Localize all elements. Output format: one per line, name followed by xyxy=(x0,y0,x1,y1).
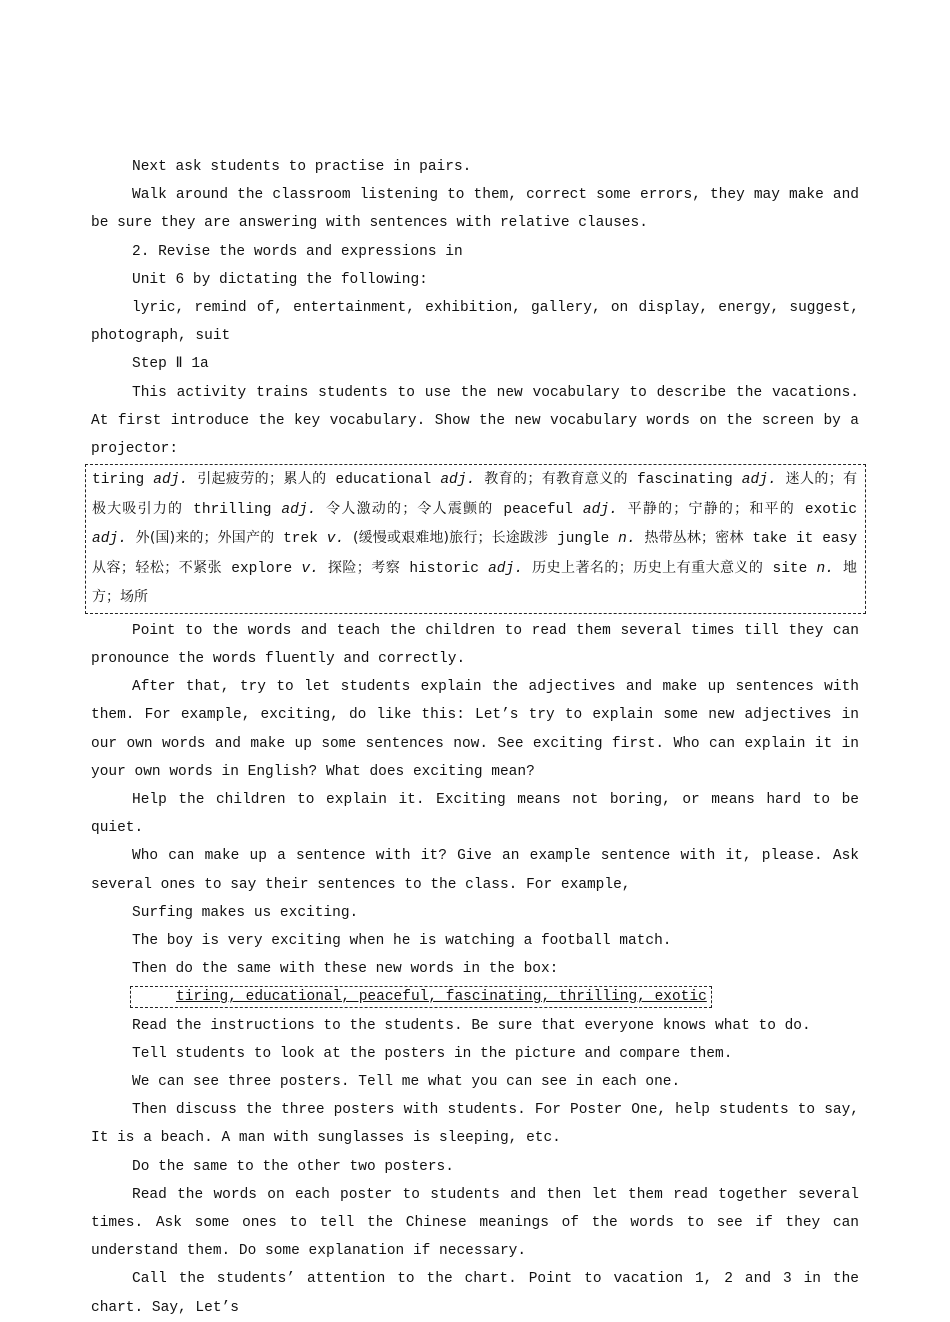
example-sentence: Surfing makes us exciting. xyxy=(132,904,359,921)
word-box-line xyxy=(91,983,859,1011)
step-heading: Step Ⅱ 1a xyxy=(132,356,209,373)
vocab-meaning: 平静的；宁静的；和平的 xyxy=(627,500,795,517)
vocab-meaning: 教育的；有教育意义的 xyxy=(484,471,628,488)
vocabulary-list xyxy=(92,465,865,613)
document-page xyxy=(91,153,859,1322)
word-box-text: tiring, educational, peaceful, fascinating, thrilling, exotic xyxy=(176,989,707,1006)
paragraph: This activity trains students to use the new vocabulary to describe the vacations. At first introduce the key vocabulary. Show the new vocabulary words on the screen by a projector: xyxy=(91,384,859,458)
paragraph: Who can make up a sentence with it? Give an example sentence with it, please. Ask several ones to say their sentences to the class. For example, xyxy=(91,848,859,893)
vocab-meaning: 探险；考察 xyxy=(327,559,401,576)
vocab-word: explore xyxy=(231,560,293,577)
vocab-word: fascinating xyxy=(636,472,733,489)
paragraph: lyric, remind of, entertainment, exhibition, gallery, on display, energy, suggest, photograph, suit xyxy=(91,300,859,345)
vocab-part-of-speech: adj. xyxy=(92,531,127,548)
example-sentence: The boy is very exciting when he is watching a football match. xyxy=(132,932,672,949)
vocab-part-of-speech: v. xyxy=(301,560,319,577)
vocab-word: educational xyxy=(335,472,432,489)
paragraph: Then do the same with these new words in the box: xyxy=(132,961,559,978)
vocab-part-of-speech: n. xyxy=(618,531,636,548)
vocab-part-of-speech: adj. xyxy=(440,472,476,489)
paragraph: Next ask students to practise in pairs. xyxy=(132,159,472,175)
paragraph: We can see three posters. Tell me what you can see in each one. xyxy=(132,1073,681,1090)
paragraph: Read the words on each poster to students and then let them read together several times. Ask some ones to tell the Chinese meanings of the words to see if they can understand them. Do some explanation if necessary. xyxy=(91,1186,859,1260)
paragraph: Unit 6 by dictating the following: xyxy=(132,271,428,288)
vocab-meaning: 热带丛林；密林 xyxy=(644,530,744,547)
paragraph: Call the students’ attention to the chart. Point to vacation 1, 2 and 3 in the chart. Say, Let’s xyxy=(91,1271,859,1316)
paragraph: Help the children to explain it. Exciting means not boring, or means hard to be quiet. xyxy=(91,791,859,837)
paragraph: Then discuss the three posters with students. For Poster One, help students to say, It is a beach. A man with sunglasses is sleeping, etc. xyxy=(91,1102,859,1147)
vocab-part-of-speech: adj. xyxy=(281,501,317,518)
vocab-meaning: 令人激动的；令人震颤的 xyxy=(326,500,494,517)
vocab-word: tiring xyxy=(92,472,145,489)
vocab-meaning: 引起疲劳的；累人的 xyxy=(197,471,327,488)
vocab-part-of-speech: adj. xyxy=(153,472,189,489)
vocab-meaning: 地方；场所 xyxy=(92,559,858,606)
vocab-meaning: 历史上著名的；历史上有重大意义的 xyxy=(532,559,764,576)
vocab-word: trek xyxy=(283,531,318,548)
paragraph: Walk around the classroom listening to them, correct some errors, they may make and be sure they are answering with sentences with relative clauses. xyxy=(91,187,859,232)
vocab-part-of-speech: adj. xyxy=(488,560,523,577)
vocab-word: site xyxy=(772,560,808,577)
section-practice xyxy=(91,617,859,1012)
vocab-part-of-speech: v. xyxy=(326,531,345,548)
section-posters xyxy=(91,1012,859,1322)
vocab-part-of-speech: n. xyxy=(816,560,834,577)
vocab-meaning: 迷人的；有极大吸引力的 xyxy=(92,471,858,517)
section-intro xyxy=(91,153,859,463)
paragraph: Do the same to the other two posters. xyxy=(132,1158,454,1175)
paragraph: Tell students to look at the posters in the picture and compare them. xyxy=(132,1045,733,1062)
vocab-word: peaceful xyxy=(503,501,573,518)
vocab-meaning: 从容；轻松；不紧张 xyxy=(92,559,223,576)
word-box xyxy=(130,986,712,1008)
vocab-meaning: 外(国)来的；外国产的 xyxy=(135,530,275,547)
vocab-word: take it easy xyxy=(752,531,858,548)
vocabulary-box xyxy=(85,464,866,614)
vocab-part-of-speech: adj. xyxy=(741,472,777,489)
vocab-word: historic xyxy=(409,560,479,577)
paragraph: After that, try to let students explain the adjectives and make up sentences with them. For example, exciting, do like this: Let’s try to explain some new adjectives in our own words and make up some sentences now. See exciting first. Who can explain it in your own words in English? What does exciting mean? xyxy=(91,679,859,780)
vocab-word: jungle xyxy=(557,531,610,548)
vocab-word: thrilling xyxy=(193,501,272,518)
paragraph: 2. Revise the words and expressions in xyxy=(132,243,463,260)
paragraph: Read the instructions to the students. Be sure that everyone knows what to do. xyxy=(132,1017,811,1034)
vocab-meaning: (缓慢或艰难地)旅行；长途跋涉 xyxy=(353,530,549,547)
vocab-part-of-speech: adj. xyxy=(582,501,618,518)
vocab-word: exotic xyxy=(804,501,858,518)
paragraph: Point to the words and teach the children to read them several times till they can pronounce the words fluently and correctly. xyxy=(91,622,859,667)
